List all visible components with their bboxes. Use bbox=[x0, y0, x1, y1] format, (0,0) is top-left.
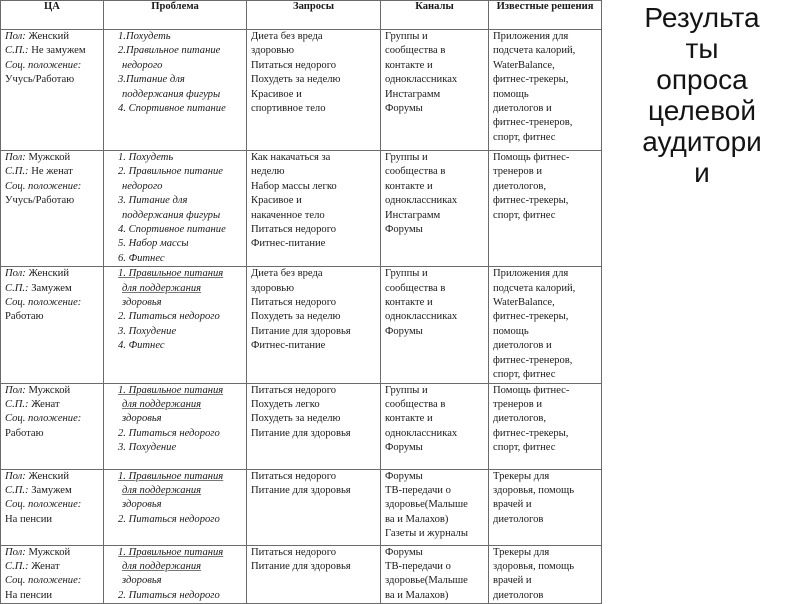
problem-item: для поддержания bbox=[122, 560, 202, 572]
query-line: Фитнес-питание bbox=[251, 238, 326, 250]
solution-line: диетологов, bbox=[493, 413, 547, 425]
solution-line: Приложения для bbox=[493, 31, 569, 42]
cell-channels bbox=[381, 267, 489, 383]
table-body bbox=[1, 30, 602, 604]
channel-line: ва и Малахов) bbox=[385, 589, 449, 601]
cell-queries bbox=[247, 383, 381, 469]
query-line: Набор массы легко bbox=[251, 180, 337, 192]
cell-solutions bbox=[489, 545, 602, 604]
cell-problem bbox=[104, 545, 247, 604]
query-line: Красивое и bbox=[251, 195, 302, 207]
ca-line bbox=[5, 282, 101, 296]
solution-line: помощь bbox=[493, 325, 529, 337]
channel-line: Группы и bbox=[385, 384, 428, 396]
query-line: Питаться недорого bbox=[251, 224, 337, 236]
ca-line bbox=[5, 384, 101, 398]
cell-ca bbox=[1, 469, 104, 545]
query-line: Похудеть за неделю bbox=[251, 413, 341, 425]
ca-value: На пенсии bbox=[5, 513, 53, 525]
query-line: Питание для здоровья bbox=[251, 427, 351, 439]
header-problem-label: Проблема bbox=[151, 1, 199, 12]
solution-line: спорт, фитнес bbox=[493, 131, 556, 143]
solution-line: помощь bbox=[493, 88, 529, 100]
cell-solutions bbox=[489, 151, 602, 267]
query-line: здоровью bbox=[251, 45, 295, 57]
ca-line bbox=[5, 267, 101, 281]
ca-line bbox=[5, 589, 101, 603]
channel-line: Форумы bbox=[385, 470, 423, 482]
query-line: Диета без вреда bbox=[251, 268, 323, 280]
header-ca-label: ЦА bbox=[44, 1, 60, 12]
slide-title-line: аудитори bbox=[642, 126, 762, 157]
solution-line: фитнес-тренеров, bbox=[493, 117, 573, 129]
table-row bbox=[1, 30, 602, 151]
slide-title-line: ты bbox=[685, 33, 719, 64]
query-line: Питаться недорого bbox=[251, 546, 337, 558]
query-line: здоровью bbox=[251, 282, 295, 294]
solution-line: диетологов bbox=[493, 589, 544, 601]
header-channels bbox=[381, 1, 489, 30]
ca-line bbox=[5, 427, 101, 441]
query-line: Похудеть легко bbox=[251, 398, 320, 410]
channel-line: одноклассниках bbox=[385, 311, 458, 323]
ca-value: На пенсии bbox=[5, 589, 53, 601]
ca-label: Пол: bbox=[5, 546, 26, 558]
solution-line: Помощь фитнес- bbox=[493, 152, 570, 163]
solution-line: фитнес-трекеры, bbox=[493, 195, 569, 207]
solution-line: диетологов и bbox=[493, 340, 552, 352]
ca-label: С.П.: bbox=[5, 166, 29, 178]
channel-line: здоровье(Малыше bbox=[385, 499, 468, 511]
problem-item: 1. Правильное питания bbox=[118, 470, 224, 482]
problem-item: здоровья bbox=[122, 413, 162, 425]
solution-line: фитнес-трекеры, bbox=[493, 74, 569, 86]
channel-line: контакте и bbox=[385, 413, 433, 425]
table-row bbox=[1, 267, 602, 383]
channel-line: сообщества в bbox=[385, 398, 446, 410]
ca-value: Женский bbox=[25, 31, 70, 42]
cell-queries bbox=[247, 267, 381, 383]
channel-line: здоровье(Малыше bbox=[385, 575, 468, 587]
ca-value: Мужской bbox=[25, 384, 71, 396]
ca-label: С.П.: bbox=[5, 45, 29, 57]
ca-line bbox=[5, 165, 101, 179]
channel-line: Группы и bbox=[385, 268, 428, 280]
ca-label: Пол: bbox=[5, 470, 26, 482]
ca-line bbox=[5, 151, 101, 165]
ca-value: Замужем bbox=[28, 282, 72, 294]
channel-line: Форумы bbox=[385, 103, 423, 115]
problem-item: 1. Правильное питания bbox=[118, 546, 224, 558]
problem-item: 4. Спортивное питание bbox=[118, 103, 226, 115]
query-line: Питаться недорого bbox=[251, 59, 337, 71]
slide-title-line: целевой bbox=[647, 95, 757, 126]
channel-line: контакте и bbox=[385, 59, 433, 71]
solution-line: здоровья, помощь bbox=[493, 560, 575, 572]
ca-value: Женский bbox=[25, 470, 70, 482]
problem-item: 2.Правильное питание bbox=[118, 45, 221, 57]
problem-item: 6. Фитнес bbox=[118, 252, 165, 264]
query-line: спортивное тело bbox=[251, 103, 326, 115]
channel-line: одноклассниках bbox=[385, 427, 458, 439]
ca-line bbox=[5, 296, 101, 310]
problem-item: 5. Набор массы bbox=[118, 238, 189, 250]
ca-label: Пол: bbox=[5, 152, 26, 163]
problem-item: поддержания фигуры bbox=[122, 209, 221, 221]
ca-line bbox=[5, 398, 101, 412]
problem-item: недорого bbox=[122, 59, 163, 71]
ca-label: Пол: bbox=[5, 268, 26, 280]
ca-value: Работаю bbox=[5, 427, 44, 439]
cell-channels bbox=[381, 30, 489, 151]
problem-item: 2. Правильное питание bbox=[118, 166, 224, 178]
cell-ca bbox=[1, 267, 104, 383]
cell-solutions bbox=[489, 469, 602, 545]
table-row bbox=[1, 383, 602, 469]
ca-line bbox=[5, 498, 101, 512]
ca-label: Соц. положение: bbox=[5, 180, 82, 192]
problem-item: 1. Правильное питания bbox=[118, 384, 224, 396]
ca-label: С.П.: bbox=[5, 560, 29, 572]
solution-line: диетологов bbox=[493, 513, 544, 525]
cell-solutions bbox=[489, 383, 602, 469]
solution-line: тренеров и bbox=[493, 398, 543, 410]
header-queries bbox=[247, 1, 381, 30]
cell-channels bbox=[381, 545, 489, 604]
problem-item: 1. Правильное питания bbox=[118, 268, 224, 280]
ca-label: Соц. положение: bbox=[5, 575, 82, 587]
ca-value: Женат bbox=[28, 560, 60, 572]
cell-problem bbox=[104, 30, 247, 151]
table-row bbox=[1, 469, 602, 545]
header-solutions-label: Известные решения bbox=[496, 1, 594, 12]
channel-line: Группы и bbox=[385, 152, 428, 163]
cell-channels bbox=[381, 469, 489, 545]
ca-value: Не замужем bbox=[28, 45, 86, 57]
solution-line: врачей и bbox=[493, 575, 532, 587]
solution-line: спорт, фитнес bbox=[493, 369, 556, 381]
solution-line: здоровья, помощь bbox=[493, 484, 575, 496]
solution-line: диетологов и bbox=[493, 103, 552, 115]
solution-line: Трекеры для bbox=[493, 470, 550, 482]
ca-value: Женский bbox=[25, 268, 70, 280]
ca-label: Пол: bbox=[5, 384, 26, 396]
problem-item: 3. Похудение bbox=[118, 325, 177, 337]
query-line: накаченное тело bbox=[251, 209, 325, 221]
channel-line: ТВ-передачи о bbox=[385, 484, 451, 496]
problem-item: здоровья bbox=[122, 575, 162, 587]
channel-line: сообщества в bbox=[385, 45, 446, 57]
ca-label: Соц. положение: bbox=[5, 413, 82, 425]
header-problem bbox=[104, 1, 247, 30]
cell-ca bbox=[1, 545, 104, 604]
ca-value: Женат bbox=[28, 398, 60, 410]
ca-line bbox=[5, 194, 101, 208]
problem-item: недорого bbox=[122, 180, 163, 192]
query-line: Красивое и bbox=[251, 88, 302, 100]
cell-ca bbox=[1, 383, 104, 469]
query-line: Фитнес-питание bbox=[251, 340, 326, 352]
query-line: Питание для здоровья bbox=[251, 484, 351, 496]
solution-line: подсчета калорий, bbox=[493, 45, 576, 57]
channel-line: Инстаграмм bbox=[385, 88, 441, 100]
problem-item: для поддержания bbox=[122, 282, 202, 294]
ca-label: Соц. положение: bbox=[5, 297, 82, 309]
table-header-row bbox=[1, 1, 602, 30]
problem-item: поддержания фигуры bbox=[122, 88, 221, 100]
cell-problem bbox=[104, 151, 247, 267]
query-line: Питание для здоровья bbox=[251, 325, 351, 337]
table-row bbox=[1, 151, 602, 267]
channel-line: контакте и bbox=[385, 297, 433, 309]
solution-line: тренеров и bbox=[493, 166, 543, 178]
table-row bbox=[1, 545, 602, 604]
cell-channels bbox=[381, 151, 489, 267]
ca-line bbox=[5, 310, 101, 324]
slide-title-line: опроса bbox=[656, 64, 748, 95]
solution-line: фитнес-трекеры, bbox=[493, 311, 569, 323]
ca-value: Не женат bbox=[28, 166, 73, 178]
header-ca bbox=[1, 1, 104, 30]
problem-item: 2. Питаться недорого bbox=[118, 427, 220, 439]
ca-value: Учусь/Работаю bbox=[5, 74, 75, 86]
problem-item: 2. Питаться недорого bbox=[118, 311, 220, 323]
header-channels-label: Каналы bbox=[415, 1, 454, 12]
ca-value: Учусь/Работаю bbox=[5, 195, 75, 207]
problem-item: 1. Похудеть bbox=[118, 152, 174, 163]
problem-item: 2. Питаться недорого bbox=[118, 589, 220, 601]
channel-line: ва и Малахов) bbox=[385, 513, 449, 525]
cell-channels bbox=[381, 383, 489, 469]
cell-problem bbox=[104, 267, 247, 383]
cell-problem bbox=[104, 383, 247, 469]
problem-item: 3. Питание для bbox=[118, 195, 188, 207]
solution-line: Трекеры для bbox=[493, 546, 550, 558]
ca-label: Соц. положение: bbox=[5, 499, 82, 511]
solution-line: Помощь фитнес- bbox=[493, 384, 570, 396]
query-line: неделю bbox=[251, 166, 285, 178]
problem-item: 4. Спортивное питание bbox=[118, 224, 226, 236]
ca-label: Соц. положение: bbox=[5, 59, 82, 71]
ca-value: Мужской bbox=[25, 546, 71, 558]
ca-line bbox=[5, 412, 101, 426]
ca-label: С.П.: bbox=[5, 282, 29, 294]
problem-item: 4. Фитнес bbox=[118, 340, 165, 352]
channel-line: ТВ-передачи о bbox=[385, 560, 451, 572]
ca-line bbox=[5, 470, 101, 484]
solution-line: WaterBalance, bbox=[493, 297, 555, 309]
problem-item: для поддержания bbox=[122, 398, 202, 410]
ca-line bbox=[5, 44, 101, 58]
ca-line bbox=[5, 546, 101, 560]
ca-label: Пол: bbox=[5, 31, 26, 42]
channel-line: Форумы bbox=[385, 546, 423, 558]
ca-line bbox=[5, 513, 101, 527]
ca-label: С.П.: bbox=[5, 398, 29, 410]
problem-item: 3. Похудение bbox=[118, 442, 177, 454]
ca-value: Замужем bbox=[28, 484, 72, 496]
slide-title-line: Результа bbox=[644, 2, 760, 33]
channel-line: контакте и bbox=[385, 180, 433, 192]
cell-solutions bbox=[489, 267, 602, 383]
problem-item: 1.Похудеть bbox=[118, 31, 171, 42]
channel-line: Газеты и журналы bbox=[385, 528, 468, 540]
solution-line: фитнес-трекеры, bbox=[493, 427, 569, 439]
cell-queries bbox=[247, 151, 381, 267]
query-line: Похудеть за неделю bbox=[251, 74, 341, 86]
ca-line bbox=[5, 574, 101, 588]
ca-label: С.П.: bbox=[5, 484, 29, 496]
problem-item: для поддержания bbox=[122, 484, 202, 496]
solution-line: спорт, фитнес bbox=[493, 442, 556, 454]
solution-line: фитнес-тренеров, bbox=[493, 354, 573, 366]
problem-item: здоровья bbox=[122, 499, 162, 511]
solution-line: подсчета калорий, bbox=[493, 282, 576, 294]
slide-title bbox=[607, 2, 797, 188]
cell-solutions bbox=[489, 30, 602, 151]
header-solutions bbox=[489, 1, 602, 30]
channel-line: сообщества в bbox=[385, 282, 446, 294]
channel-line: одноклассниках bbox=[385, 74, 458, 86]
ca-line bbox=[5, 180, 101, 194]
channel-line: Группы и bbox=[385, 31, 428, 42]
slide-title-line: и bbox=[694, 157, 710, 188]
cell-queries bbox=[247, 545, 381, 604]
query-line: Похудеть за неделю bbox=[251, 311, 341, 323]
cell-ca bbox=[1, 30, 104, 151]
channel-line: одноклассниках bbox=[385, 195, 458, 207]
cell-problem bbox=[104, 469, 247, 545]
ca-line bbox=[5, 59, 101, 73]
problem-item: здоровья bbox=[122, 297, 162, 309]
query-line: Диета без вреда bbox=[251, 31, 323, 42]
channel-line: Форумы bbox=[385, 442, 423, 454]
solution-line: диетологов, bbox=[493, 180, 547, 192]
cell-queries bbox=[247, 469, 381, 545]
channel-line: Форумы bbox=[385, 224, 423, 236]
solution-line: врачей и bbox=[493, 499, 532, 511]
problem-item: 2. Питаться недорого bbox=[118, 513, 220, 525]
ca-value: Работаю bbox=[5, 311, 44, 323]
query-line: Как накачаться за bbox=[251, 152, 331, 163]
query-line: Питаться недорого bbox=[251, 470, 337, 482]
ca-line bbox=[5, 560, 101, 574]
cell-ca bbox=[1, 151, 104, 267]
ca-line bbox=[5, 73, 101, 87]
channel-line: Форумы bbox=[385, 325, 423, 337]
ca-value: Мужской bbox=[25, 152, 71, 163]
ca-line bbox=[5, 30, 101, 44]
problem-item: 3.Питание для bbox=[118, 74, 185, 86]
solution-line: WaterBalance, bbox=[493, 59, 555, 71]
solution-line: спорт, фитнес bbox=[493, 209, 556, 221]
query-line: Питание для здоровья bbox=[251, 560, 351, 572]
query-line: Питаться недорого bbox=[251, 297, 337, 309]
header-queries-label: Запросы bbox=[292, 1, 334, 12]
channel-line: Инстаграмм bbox=[385, 209, 441, 221]
query-line: Питаться недорого bbox=[251, 384, 337, 396]
ca-line bbox=[5, 484, 101, 498]
cell-queries bbox=[247, 30, 381, 151]
solution-line: Приложения для bbox=[493, 268, 569, 280]
channel-line: сообщества в bbox=[385, 166, 446, 178]
